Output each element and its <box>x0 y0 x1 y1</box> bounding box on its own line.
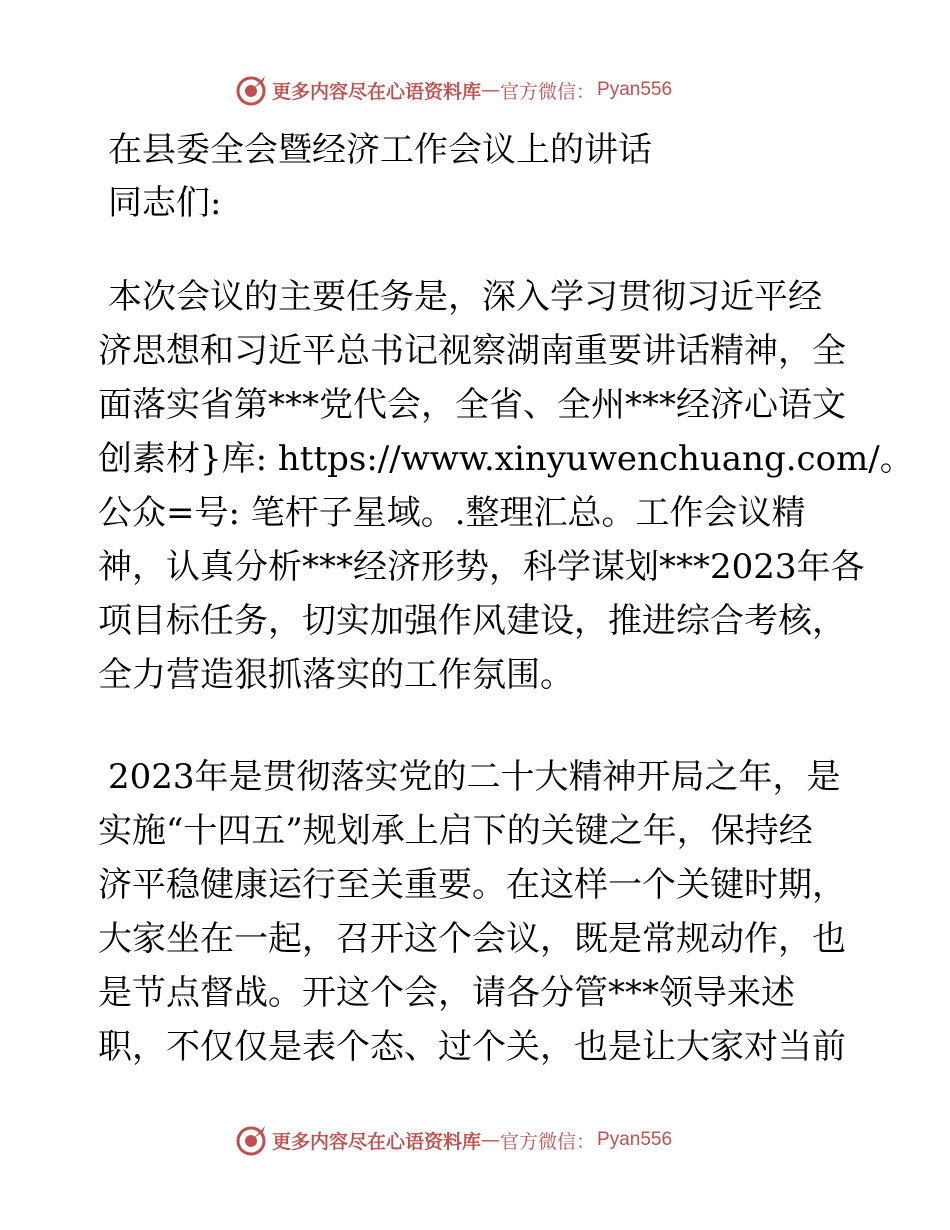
watermark-id: Pyan556 <box>597 1129 673 1150</box>
watermark-main-text: 更多内容尽在心语资料库 <box>272 1130 482 1153</box>
watermark-dash: — <box>481 1129 501 1151</box>
watermark-main-text: 更多内容尽在心语资料库 <box>272 80 482 103</box>
document-title: 在县委全会暨经济工作会议上的讲话 <box>108 130 652 170</box>
paragraph-line: 公众=号: 笔杆子星域。.整理汇总。工作会议精 <box>98 493 806 533</box>
watermark-id: Pyan556 <box>597 79 673 100</box>
watermark-sub-text: 官方微信： <box>500 80 596 103</box>
document-greeting: 同志们: <box>108 183 222 223</box>
paragraph-line: 是节点督战。开这个会，请各分管***领导来述 <box>98 973 795 1013</box>
watermark-banner-bottom <box>234 1122 714 1158</box>
quill-seal-icon <box>234 1123 268 1157</box>
paragraph-line: 2023年是贯彻落实党的二十大精神开局之年，是 <box>108 757 841 797</box>
paragraph-line: 创素材}库: https://www.xinyuwenchuang.com/。 <box>98 439 914 479</box>
paragraph-line: 职，不仅仅是表个态、过个关，也是让大家对当前 <box>98 1027 846 1067</box>
quill-seal-icon <box>234 73 268 107</box>
paragraph-line: 济平稳健康运行至关重要。在这样一个关键时期， <box>98 865 846 905</box>
paragraph-line: 神，认真分析***经济形势，科学谋划***2023年各 <box>98 547 865 587</box>
paragraph-line: 本次会议的主要任务是，深入学习贯彻习近平经 <box>108 277 822 317</box>
paragraph-line: 项目标任务，切实加强作风建设，推进综合考核， <box>98 601 846 641</box>
paragraph-line: 大家坐在一起，召开这个会议，既是常规动作，也 <box>98 919 846 959</box>
watermark-dash: — <box>481 79 501 101</box>
paragraph-line: 济思想和习近平总书记视察湖南重要讲话精神，全 <box>98 331 846 371</box>
paragraph-1 <box>98 270 914 702</box>
watermark-sub-text: 官方微信： <box>500 1130 596 1153</box>
paragraph-line: 面落实省第***党代会，全省、全州***经济心语文 <box>98 385 846 425</box>
paragraph-line: 全力营造狠抓落实的工作氛围。 <box>98 655 574 695</box>
watermark-banner-top <box>234 72 714 108</box>
paragraph-line: 实施“十四五”规划承上启下的关键之年，保持经 <box>98 811 813 851</box>
paragraph-2 <box>98 750 858 1074</box>
